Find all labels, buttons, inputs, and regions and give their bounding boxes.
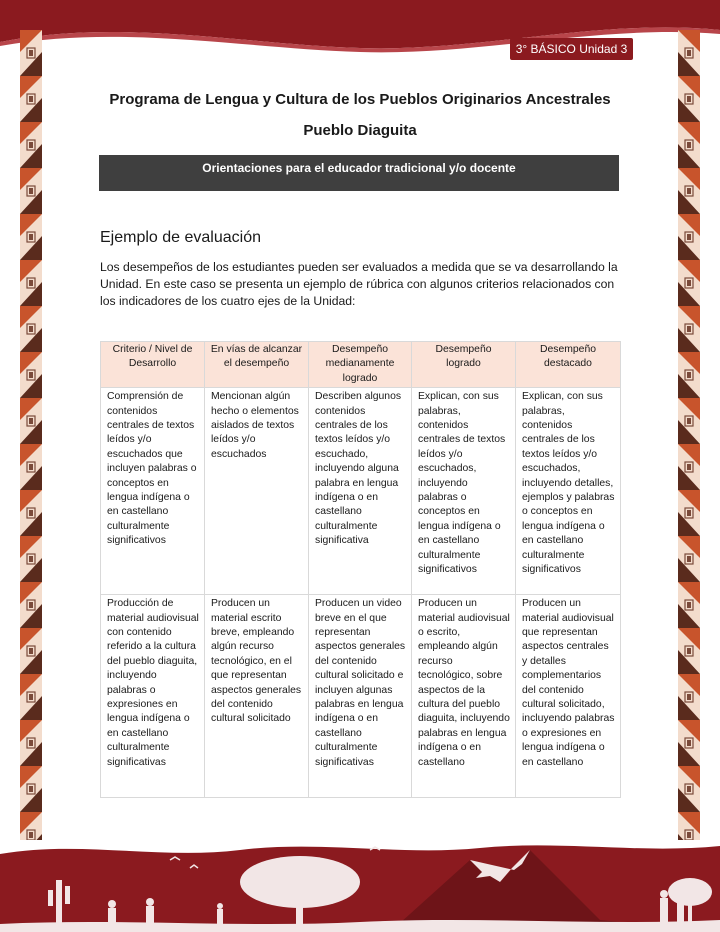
right-diaguita-pattern-border [678,30,700,840]
section-heading: Ejemplo de evaluación [100,229,261,246]
rubric-header-cell: Criterio / Nivel de Desarrollo [101,342,205,388]
rubric-cell: Producen un material audiovisual o escrito, empleando algún recurso tecnológico, sobre aspectos de la cultura del pueblo diaguita, incluyendo palabras en lengua indígena o en castellano [412,595,516,798]
rubric-cell: Comprensión de contenidos centrales de textos leídos y/o escuchados que incluyen palabras o conceptos en lengua indígena o en castellano culturalmente significativos [101,388,205,595]
people-title: Pueblo Diaguita [303,122,417,139]
rubric-header-cell: Desempeño logrado [412,342,516,388]
rubric-cell: Explican, con sus palabras, contenidos centrales de los textos leídos y/o escuchados, incluyendo detalles, ejemplos y palabras o conceptos en lengua indígena o en castellano culturalmente significativos [516,388,621,595]
unit-badge: 3° BÁSICO Unidad 3 [510,38,633,60]
rubric-cell: Mencionan algún hecho o elementos aislados de textos leídos y/o escuchados [205,388,309,595]
program-title: Programa de Lengua y Cultura de los Pueblos Originarios Ancestrales [109,91,611,108]
rubric-cell: Describen algunos contenidos centrales de los textos leídos y/o escuchado, incluyendo alguna palabra en lengua indígena o en castellano culturalmente significativa [309,388,412,595]
rubric-header-cell: Desempeño destacado [516,342,621,388]
rubric-cell: Producen un video breve en el que representan aspectos generales del contenido cultural solicitado e incluyen algunas palabras en lengua indígena o en castellano culturalmente significativas [309,595,412,798]
rubric-table [100,341,621,798]
rubric-header-row [101,342,621,388]
rubric-header-cell: Desempeño medianamente logrado [309,342,412,388]
table-row [101,388,621,595]
rubric-cell: Producen un material audiovisual que representan aspectos centrales y detalles complementarios del contenido cultural solicitado, incluyendo palabras o expresiones en lengua indígena o en castellano [516,595,621,798]
rubric-cell: Producción de material audiovisual con contenido referido a la cultura del pueblo diaguita, incluyendo palabras o expresiones en lengua indígena o en castellano culturalmente significativas [101,595,205,798]
rubric-cell: Producen un material escrito breve, empleando algún recurso tecnológico, en el que representan aspectos generales del contenido cultural solicitado [205,595,309,798]
table-row [101,595,621,798]
rubric-cell: Explican, con sus palabras, contenidos centrales de textos leídos y/o escuchados, incluyendo palabras o conceptos en lengua indígena o en castellano culturalmente significativos [412,388,516,595]
educator-banner: Orientaciones para el educador tradicional y/o docente [99,155,619,191]
bottom-landscape-illustration [0,820,720,932]
intro-paragraph: Los desempeños de los estudiantes pueden ser evaluados a medida que se va desarrollando la Unidad. En este caso se presenta un ejemplo de rúbrica con algunos criterios relacionados con los indicadores de los cuatro ejes de la Unidad: [100,260,618,308]
left-diaguita-pattern-border [20,30,42,840]
rubric-header-cell: En vías de alcanzar el desempeño [205,342,309,388]
